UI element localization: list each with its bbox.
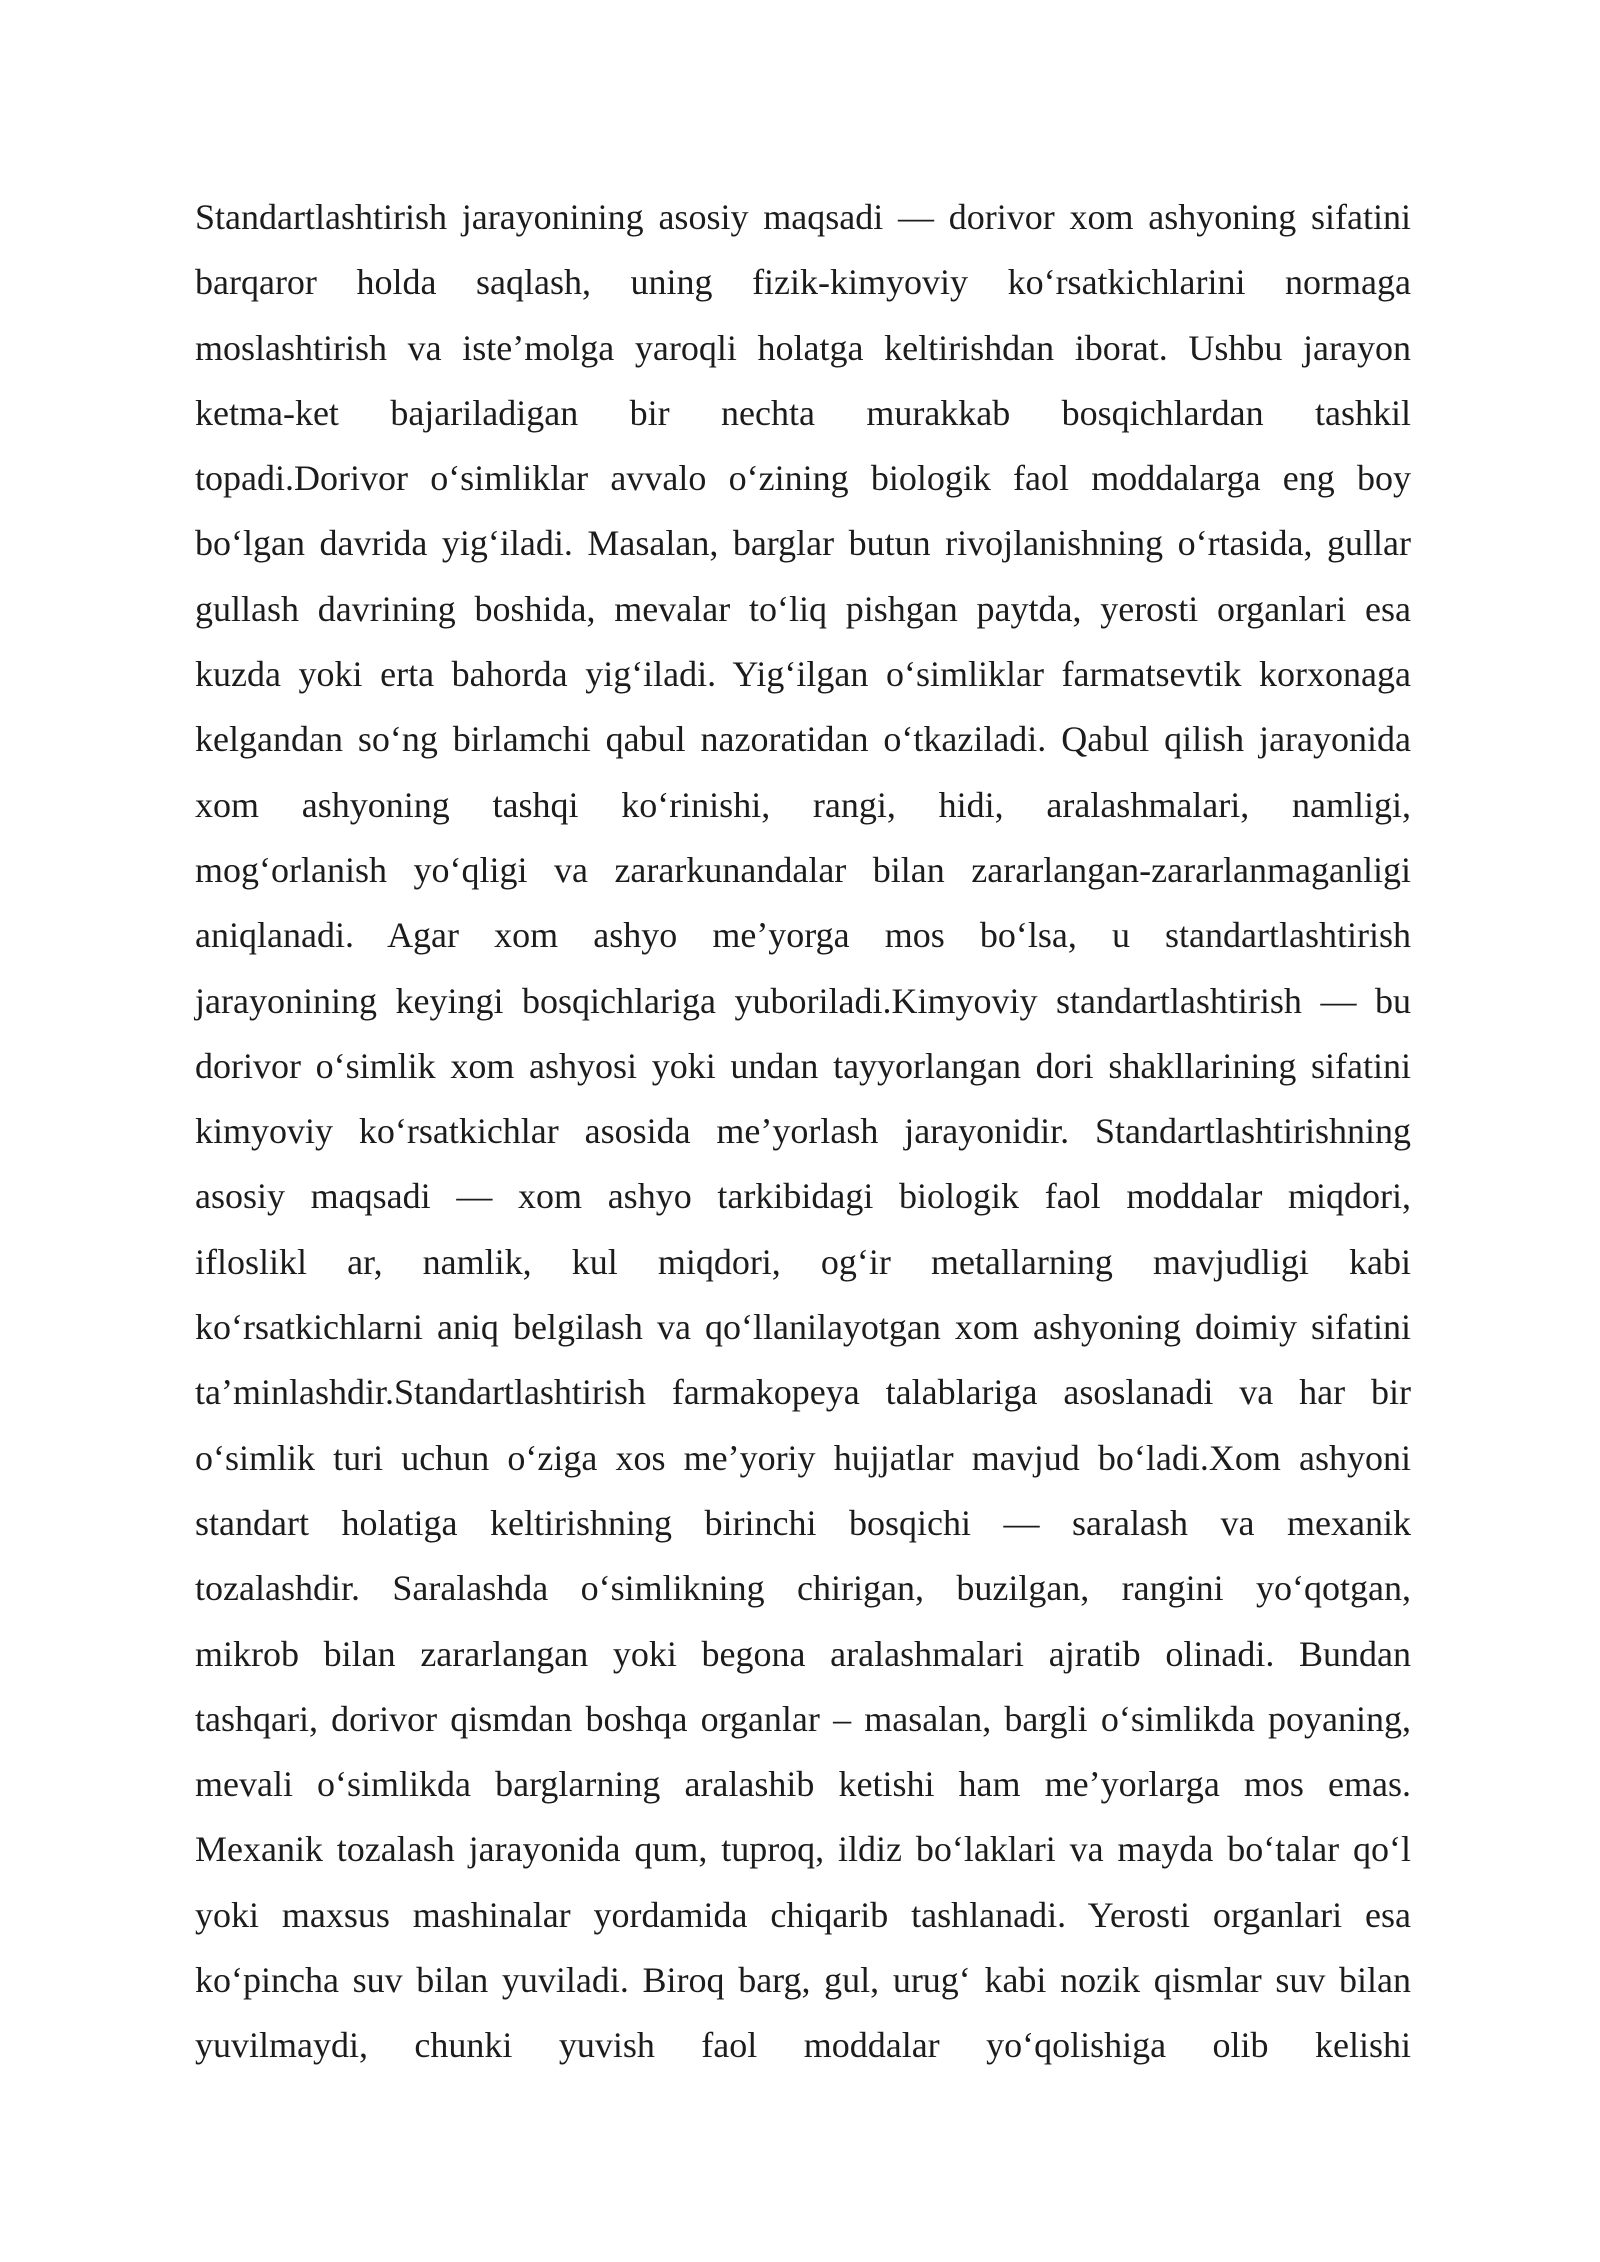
- text-line: xom ashyoning tashqi koʻrinishi, rangi, hidi, aralashmalari, namligi,: [195, 784, 1411, 825]
- text-line: moslashtirish va isteʼmolga yaroqli holatga keltirishdan iborat. Ushbu jarayon: [195, 327, 1411, 368]
- text-line: kuzda yoki erta bahorda yigʻiladi. Yigʻilgan oʻsimliklar farmatsevtik korxonaga: [195, 654, 1411, 695]
- text-line: yoki maxsus mashinalar yordamida chiqarib tashlanadi. Yerosti organlari esa: [195, 1894, 1411, 1935]
- text-line: barqaror holda saqlash, uning fizik-kimyoviy koʻrsatkichlarini normaga: [195, 262, 1411, 303]
- text-line: ketma-ket bajariladigan bir nechta murakkab bosqichlardan tashkil: [195, 392, 1411, 433]
- text-line: asosiy maqsadi — xom ashyo tarkibidagi biologik faol moddalar miqdori,: [195, 1176, 1411, 1217]
- text-line: ifloslikl ar, namlik, kul miqdori, ogʻir metallarning mavjudligi kabi: [195, 1241, 1411, 1282]
- text-line: tozalashdir. Saralashda oʻsimlikning chirigan, buzilgan, rangini yoʻqotgan,: [195, 1568, 1411, 1609]
- text-line: jarayonining keyingi bosqichlariga yuboriladi.Kimyoviy standartlashtirish — bu: [195, 980, 1411, 1021]
- text-line: tashqari, dorivor qismdan boshqa organlar – masalan, bargli oʻsimlikda poyaning,: [195, 1698, 1411, 1739]
- text-line: mevali oʻsimlikda barglarning aralashib ketishi ham meʼyorlarga mos emas.: [195, 1764, 1411, 1805]
- text-line: dorivor oʻsimlik xom ashyosi yoki undan tayyorlangan dori shakllarining sifatini: [195, 1045, 1411, 1086]
- text-line: koʻpincha suv bilan yuviladi. Biroq barg, gul, urugʻ kabi nozik qismlar suv bilan: [195, 1960, 1411, 2001]
- text-line: Mexanik tozalash jarayonida qum, tuproq, ildiz boʻlaklari va mayda boʻtalar qoʻl: [195, 1829, 1411, 1870]
- text-line: boʻlgan davrida yigʻiladi. Masalan, barglar butun rivojlanishning oʻrtasida, gullar: [195, 523, 1411, 564]
- text-line: standart holatiga keltirishning birinchi bosqichi — saralash va mexanik: [195, 1502, 1411, 1543]
- text-line: kelgandan soʻng birlamchi qabul nazoratidan oʻtkaziladi. Qabul qilish jarayonida: [195, 719, 1411, 760]
- text-line: taʼminlashdir.Standartlashtirish farmakopeya talablariga asoslanadi va har bir: [195, 1372, 1411, 1413]
- text-line: koʻrsatkichlarni aniq belgilash va qoʻllanilayotgan xom ashyoning doimiy sifatini: [195, 1307, 1411, 1348]
- text-line: oʻsimlik turi uchun oʻziga xos meʼyoriy hujjatlar mavjud boʻladi.Xom ashyoni: [195, 1437, 1411, 1478]
- text-line: gullash davrining boshida, mevalar toʻliq pishgan paytda, yerosti organlari esa: [195, 588, 1411, 629]
- text-line: mogʻorlanish yoʻqligi va zararkunandalar bilan zararlangan-zararlanmaganligi: [195, 849, 1411, 890]
- text-line: aniqlanadi. Agar xom ashyo meʼyorga mos boʻlsa, u standartlashtirish: [195, 915, 1411, 956]
- text-line: mikrob bilan zararlangan yoki begona aralashmalari ajratib olinadi. Bundan: [195, 1633, 1411, 1674]
- body-paragraph: [195, 185, 1411, 2079]
- text-line: yuvilmaydi, chunki yuvish faol moddalar yoʻqolishiga olib kelishi: [195, 2025, 1411, 2066]
- text-line: Standartlashtirish jarayonining asosiy maqsadi — dorivor xom ashyoning sifatini: [195, 197, 1411, 237]
- text-line: kimyoviy koʻrsatkichlar asosida meʼyorlash jarayonidir. Standartlashtirishning: [195, 1111, 1411, 1152]
- text-line: topadi.Dorivor oʻsimliklar avvalo oʻzining biologik faol moddalarga eng boy: [195, 458, 1411, 499]
